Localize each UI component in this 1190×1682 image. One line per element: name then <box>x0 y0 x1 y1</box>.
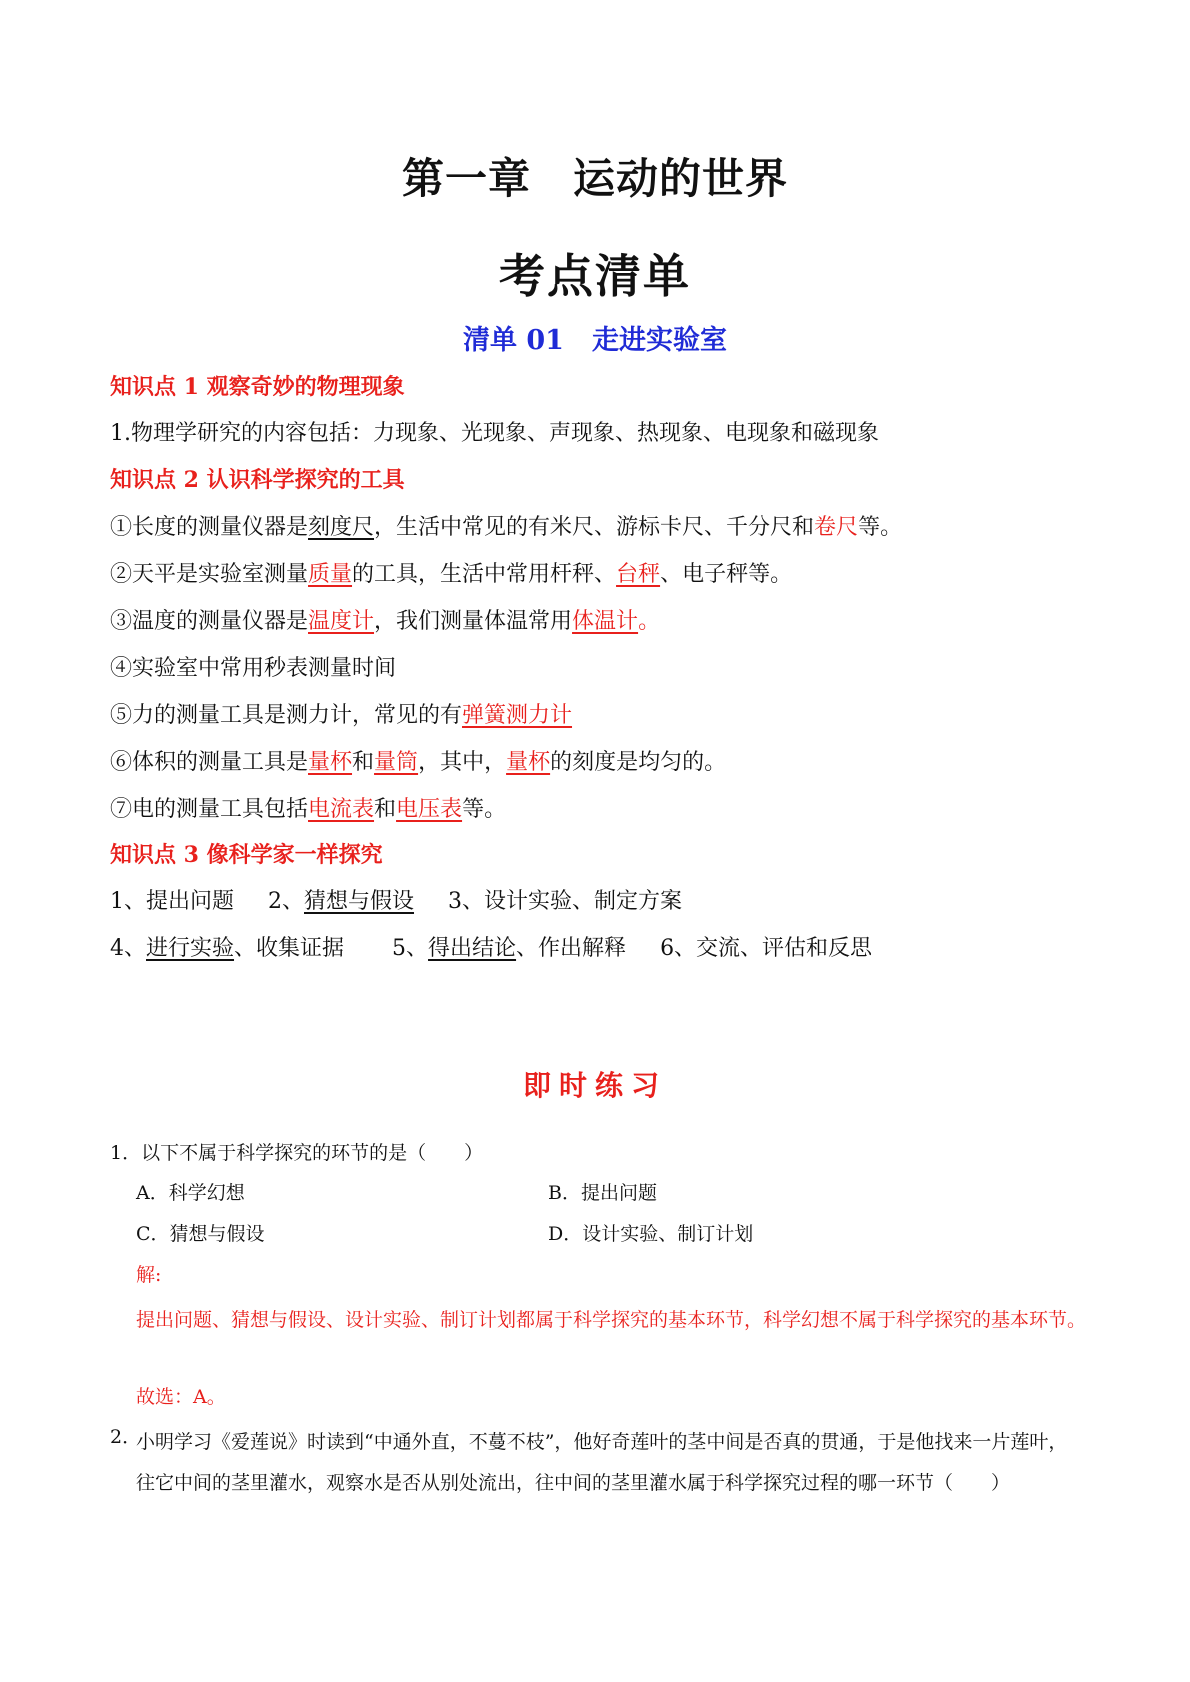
practice-title: 即时练习 <box>522 1069 667 1102</box>
blank-answer: 量杯 <box>506 750 551 775</box>
blank-answer: 猜想与假设 <box>304 889 415 914</box>
knowledge-point-3-heading: 知识点 3 像科学家一样探究 <box>110 842 383 868</box>
knowledge-point-2-heading: 知识点 2 认识科学探究的工具 <box>110 467 405 493</box>
solution-label: 解: <box>136 1264 162 1286</box>
blank-answer: 弹簧测力计 <box>462 703 573 728</box>
blank-answer: 量杯 <box>308 750 353 775</box>
knowledge-point-1-heading: 知识点 1 观察奇妙的物理现象 <box>110 374 405 400</box>
solution-text: 提出问题、猜想与假设、设计实验、制订计划都属于科学探究的基本环节，科学幻想不属于科学探究的基本环节。 <box>136 1309 1087 1331</box>
option-c: C．猜想与假设 <box>136 1223 265 1245</box>
blank-answer: 电流表 <box>308 797 375 822</box>
chapter-number: 第一章 <box>401 154 531 203</box>
blank-answer: 刻度尺 <box>308 515 375 540</box>
page-title: 考点清单 <box>499 249 691 303</box>
question-1-stem: 1．以下不属于科学探究的环节的是（ ） <box>110 1142 484 1164</box>
inquiry-steps-row-2: 4、进行实验、收集证据 5、得出结论、作出解释 6、交流、评估和反思 <box>110 936 873 961</box>
list-number: 清单 01 <box>463 325 564 356</box>
highlight-answer: 卷尺 <box>814 515 859 540</box>
question-2-number: 2． <box>110 1426 142 1448</box>
blank-answer: 台秤 <box>616 562 661 587</box>
blank-answer: 温度计 <box>308 609 375 634</box>
blank-answer: 体温计 <box>572 609 639 634</box>
knowledge-point-1-line: 1.物理学研究的内容包括：力现象、光现象、声现象、热现象、电现象和磁现象 <box>110 421 879 446</box>
blank-answer: 质量 <box>308 562 353 587</box>
blank-answer: 电压表 <box>396 797 463 822</box>
tool-line-volume: ⑥体积的测量工具是量杯和量筒，其中，量杯的刻度是均匀的。 <box>110 750 727 775</box>
option-b: B．提出问题 <box>548 1182 657 1204</box>
option-d: D．设计实验、制订计划 <box>548 1223 754 1245</box>
list-name: 走进实验室 <box>591 325 727 356</box>
blank-answer: 进行实验 <box>146 936 235 961</box>
inquiry-steps-row-1: 1、提出问题 2、猜想与假设 3、设计实验、制定方案 <box>110 889 683 914</box>
list-subtitle <box>0 318 1190 357</box>
chapter-name: 运动的世界 <box>573 154 789 203</box>
chapter-title <box>0 146 1190 206</box>
tool-line-electric: ⑦电的测量工具包括电流表和电压表等。 <box>110 797 507 822</box>
tool-line-force: ⑤力的测量工具是测力计，常见的有弹簧测力计 <box>110 703 573 728</box>
tool-line-length: ①长度的测量仪器是刻度尺，生活中常见的有米尺、游标卡尺、千分尺和卷尺等。 <box>110 515 903 540</box>
tool-line-time: ④实验室中常用秒表测量时间 <box>110 656 397 681</box>
blank-answer: 量筒 <box>374 750 419 775</box>
question-2-stem: 小明学习《爱莲说》时读到“中通外直，不蔓不枝”，他好奇莲叶的茎中间是否真的贯通，于是他找来一片莲叶，往它中间的茎里灌水，观察水是否从别处流出，往中间的茎里灌水属于科学探究过程的哪一环节（ ） <box>136 1431 1068 1494</box>
tool-line-temperature: ③温度的测量仪器是温度计，我们测量体温常用体温计。 <box>110 609 661 634</box>
tool-line-mass: ②天平是实验室测量质量的工具，生活中常用杆秤、台秤、电子秤等。 <box>110 562 793 587</box>
blank-answer: 得出结论 <box>428 936 517 961</box>
answer-text: 故选：A。 <box>136 1386 226 1408</box>
option-a: A．科学幻想 <box>136 1182 245 1204</box>
